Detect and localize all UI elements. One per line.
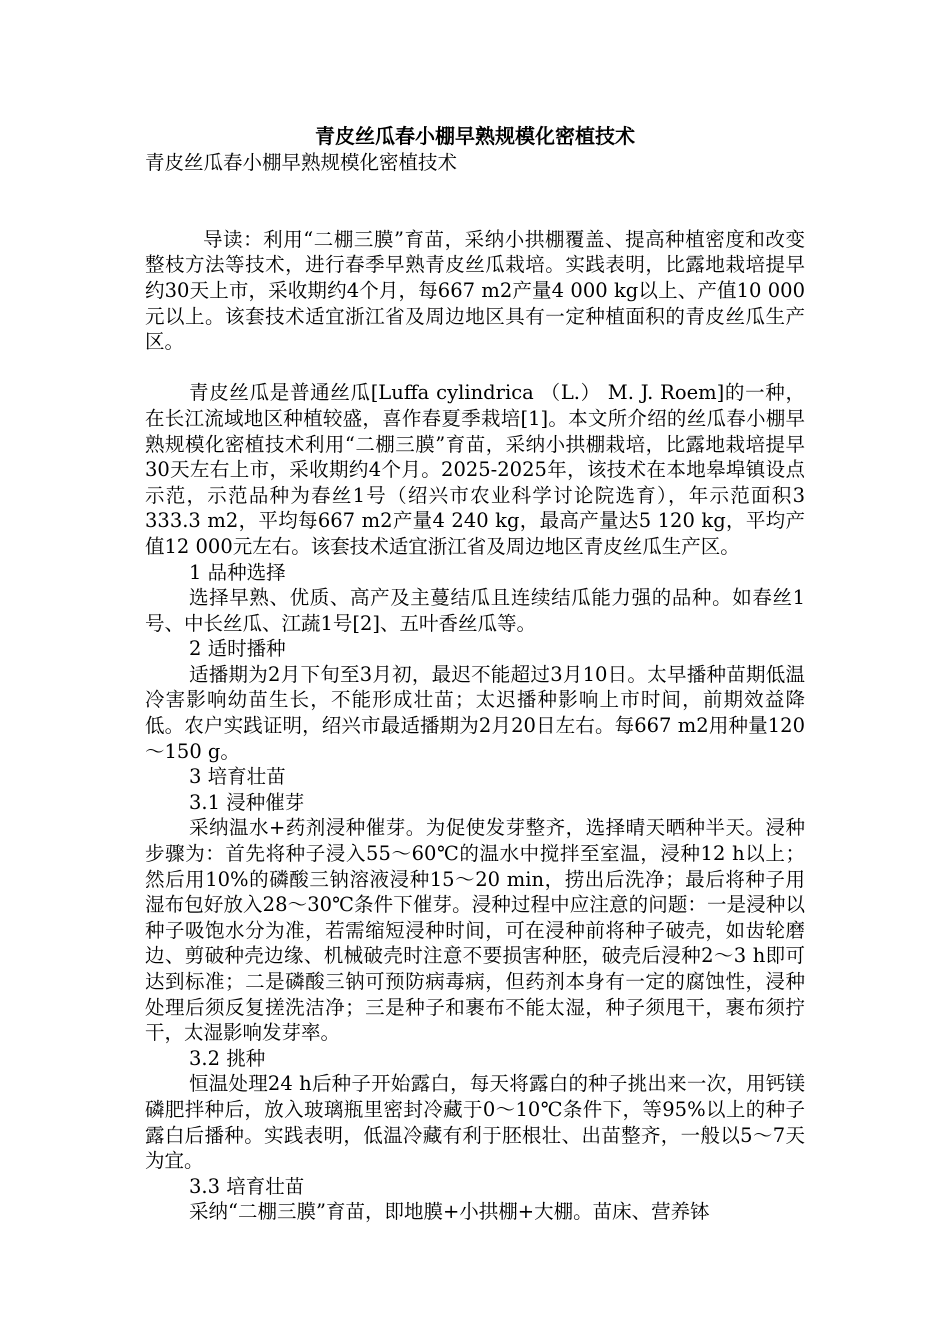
- document-title: 青皮丝瓜春小棚早熟规模化密植技术: [315, 124, 635, 148]
- subsection-heading: 3.2 挑种: [189, 1046, 266, 1070]
- subsection-heading: 3.3 培育壮苗: [189, 1174, 305, 1198]
- intro-paragraph: 青皮丝瓜是普通丝瓜[Luffa cylindrica （L.） M. J. Roem]的一种，在长江流域地区种植较盛，喜作春夏季栽培[1]。本文所介绍的丝瓜春小棚早熟规模化密植技术利用“二棚三膜”育苗，采纳小拱棚栽培，比露地栽培提早30天左右上市，采收期约4个月。2025-2025年，该技术在本地皋埠镇设点示范，示范品种为春丝1号（绍兴市农业科学讨论院选育），年示范面积3 333.3 m2，平均每667 m2产量4 240 kg，最高产量达5 120 kg，平均产值12 000元左右。该套技术适宜浙江省及周边地区青皮丝瓜生产区。: [145, 381, 805, 558]
- document-subtitle: 青皮丝瓜春小棚早熟规模化密植技术: [145, 151, 458, 174]
- blank-line: [145, 176, 805, 202]
- section-paragraph: 恒温处理24 h后种子开始露白，每天将露白的种子挑出来一次，用钙镁磷肥拌种后，放入玻璃瓶里密封冷藏于0～10℃条件下，等95%以上的种子露白后播种。实践表明，低温冷藏有利于胚根壮、出苗整齐，一般以5～7天为宜。: [145, 1072, 805, 1173]
- document-body: [145, 150, 805, 1225]
- blank-line: [145, 201, 805, 227]
- section-paragraph: 适播期为2月下旬至3月初，最迟不能超过3月10日。太早播种苗期低温冷害影响幼苗生长，不能形成壮苗；太迟播种影响上市时间，前期效益降低。农户实践证明，绍兴市最适播期为2月20日左右。每667 m2用种量120～150 g。: [145, 662, 805, 763]
- section-paragraph: 选择早熟、优质、高产及主蔓结瓜且连续结瓜能力强的品种。如春丝1号、中长丝瓜、江蔬1号[2]、五叶香丝瓜等。: [145, 586, 805, 635]
- section-heading: 1 品种选择: [189, 560, 286, 584]
- subsection-heading: 3.1 浸种催芽: [189, 790, 305, 814]
- section-heading: 2 适时播种: [189, 637, 286, 661]
- blank-line: [145, 355, 805, 381]
- section-heading: 3 培育壮苗: [189, 765, 286, 789]
- section-paragraph: 采纳“二棚三膜”育苗，即地膜+小拱棚+大棚。苗床、营养钵: [189, 1200, 710, 1224]
- section-paragraph: 采纳温水+药剂浸种催芽。为促使发芽整齐，选择晴天晒种半天。浸种步骤为：首先将种子浸入55～60℃的温水中搅拌至室温，浸种12 h以上；然后用10%的磷酸三钠溶液浸种15～20 min，捞出后洗净；最后将种子用湿布包好放入28～30℃条件下催芽。浸种过程中应注意的问题：一是浸种以种子吸饱水分为准，若需缩短浸种时间，可在浸种前将种子破壳，如齿轮磨边、剪破种壳边缘、机械破壳时注意不要损害种胚，破壳后浸种2～3 h即可达到标准；二是磷酸三钠可预防病毒病，但药剂本身有一定的腐蚀性，浸种处理后须反复搓洗洁净；三是种子和裹布不能太湿，种子须甩干，裹布须拧干，太湿影响发芽率。: [145, 816, 805, 1045]
- abstract-paragraph: 导读：利用“二棚三膜”育苗，采纳小拱棚覆盖、提高种植密度和改变整枝方法等技术，进行春季早熟青皮丝瓜栽培。实践表明，比露地栽培提早约30天上市，采收期约4个月，每667 m2产量4 000 kg以上、产值10 000元以上。该套技术适宜浙江省及周边地区具有一定种植面积的青皮丝瓜生产区。: [145, 227, 805, 354]
